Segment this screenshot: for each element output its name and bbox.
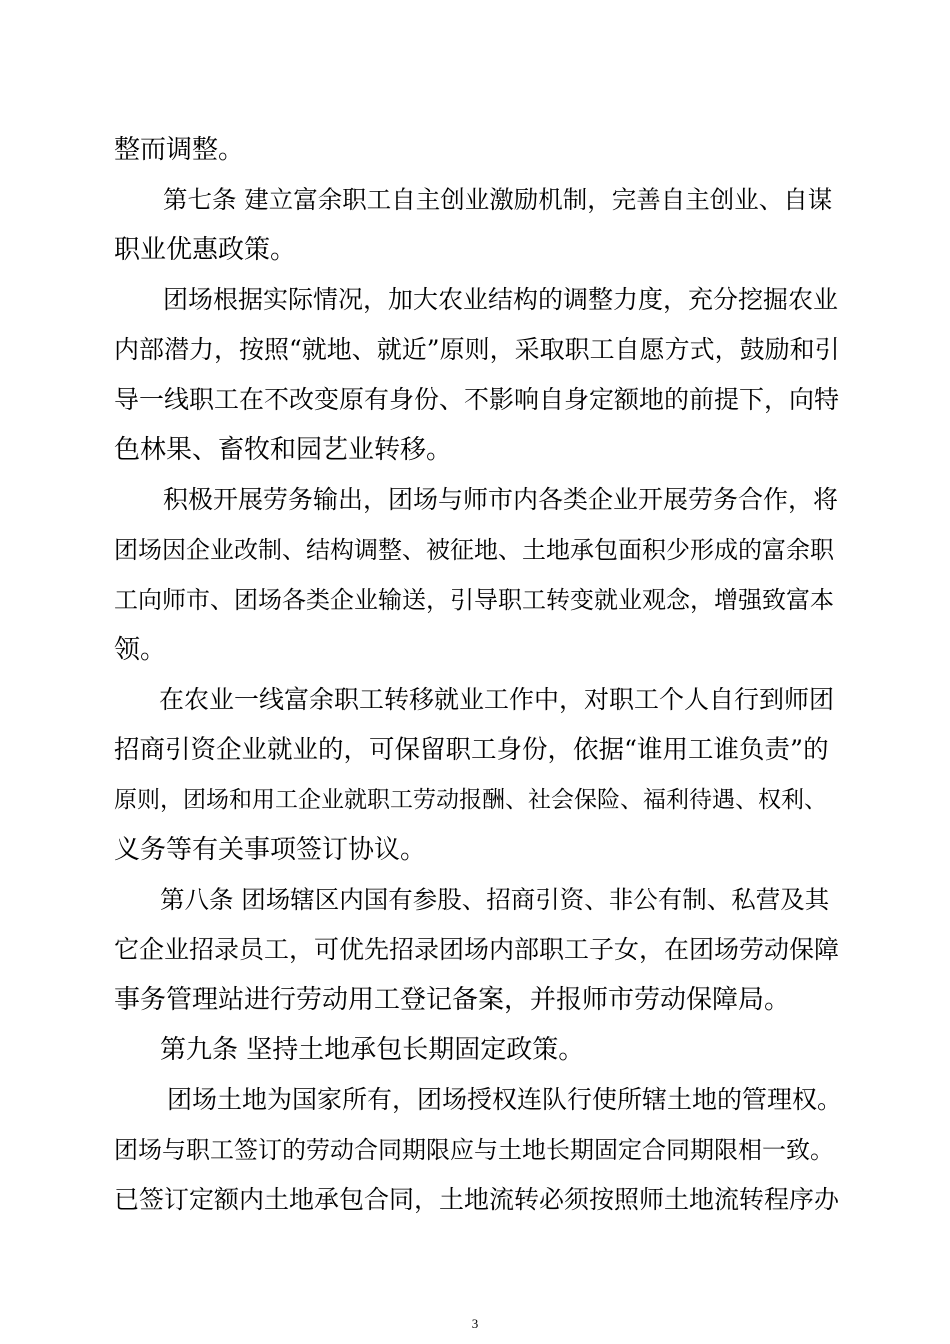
text-line: 事务管理站进行劳动用工登记备案，并报师市劳动保障局。 <box>114 985 791 1015</box>
page-number: 3 <box>471 1316 479 1331</box>
text-line: 团场土地为国家所有，团场授权连队行使所辖土地的管理权。 <box>167 1085 843 1114</box>
text-line: 工向师市、团场各类企业输送，引导职工转变就业观念，增强致富本 <box>114 586 834 614</box>
text-line: 招商引资企业就业的，可保留职工身份，依据“谁用工谁负责”的 <box>114 735 829 765</box>
text-line: 整而调整。 <box>114 135 245 165</box>
text-line: 团场因企业改制、结构调整、被征地、土地承包面积少形成的富余职 <box>114 536 834 564</box>
text-line: 内部潜力，按照“就地、就近”原则，采取职工自愿方式，鼓励和引 <box>114 335 840 364</box>
text-line: 第九条 坚持土地承包长期固定政策。 <box>160 1035 585 1065</box>
text-line: 义务等有关事项签订协议。 <box>114 835 427 865</box>
text-line: 积极开展劳务输出，团场与师市内各类企业开展劳务合作，将 <box>163 485 839 514</box>
text-line: 团场与职工签订的劳动合同期限应与土地长期固定合同期限相一致。 <box>114 1136 834 1164</box>
text-line: 它企业招录员工，可优先招录团场内部职工子女，在团场劳动保障 <box>114 935 840 964</box>
text-line: 团场根据实际情况，加大农业结构的调整力度，充分挖掘农业 <box>163 285 839 314</box>
text-line: 已签订定额内土地承包合同，土地流转必须按照师土地流转程序办 <box>114 1185 840 1214</box>
text-line: 导一线职工在不改变原有身份、不影响自身定额地的前提下，向特 <box>114 385 840 414</box>
text-line: 领。 <box>114 635 167 665</box>
text-line: 职业优惠政策。 <box>114 235 297 265</box>
text-line: 在农业一线富余职工转移就业工作中，对职工个人自行到师团 <box>159 685 835 714</box>
text-line: 第八条 团场辖区内国有参股、招商引资、非公有制、私营及其 <box>160 885 830 914</box>
text-line: 原则，团场和用工企业就职工劳动报酬、社会保险、福利待遇、权利、 <box>114 787 827 813</box>
text-line: 第七条 建立富余职工自主创业激励机制，完善自主创业、自谋 <box>163 185 833 214</box>
text-line: 色林果、畜牧和园艺业转移。 <box>114 435 453 465</box>
